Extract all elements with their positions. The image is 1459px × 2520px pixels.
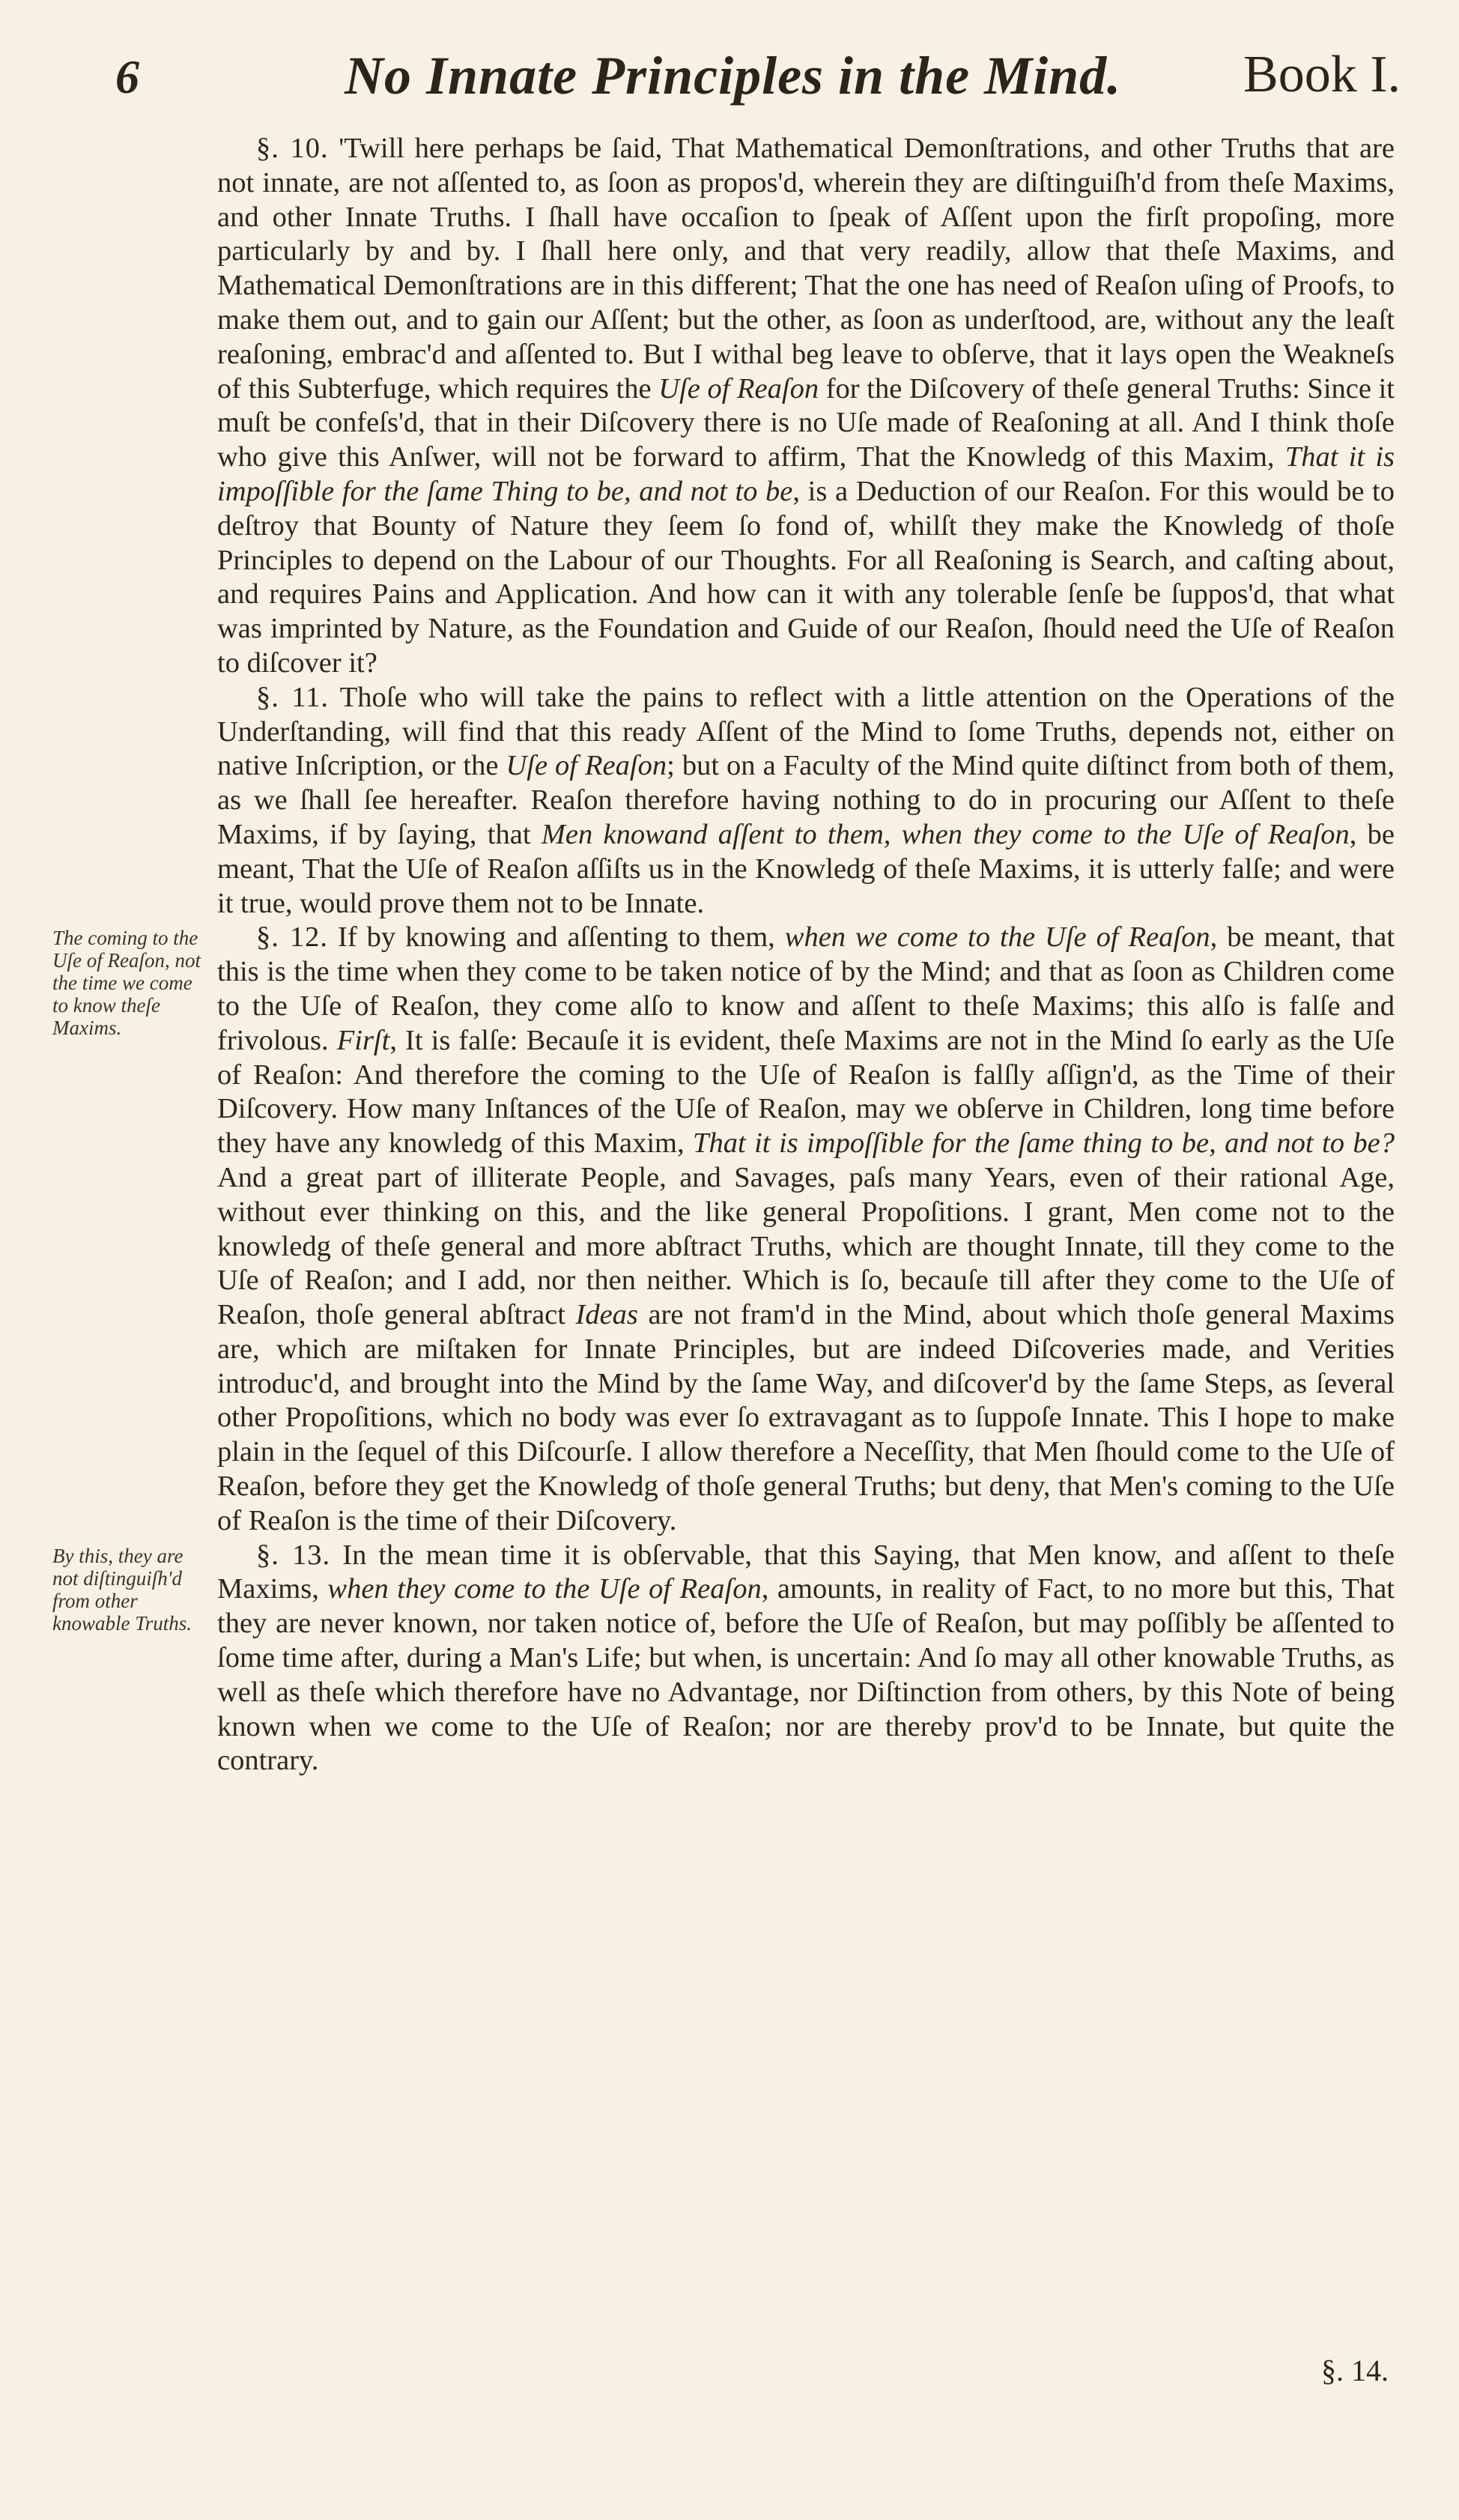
text-segment: for the Diſcovery of theſe general Truths: Since it muſt be confeſs'd, that in their Diſcovery there is no Uſe made of Reaſoning at all. And I think thoſe who give this Anſwer, will not be forward to affirm, That the Knowledg of this Maxim, (217, 372, 1395, 473)
book-label: Book I. (1243, 46, 1401, 103)
running-title: No Innate Principles in the Mind. (345, 46, 1122, 106)
text-segment: are not fram'd in the Mind, about which thoſe general Maxims are, which are miſtaken for Innate Principles, but are indeed Diſcoveries made, and Verities introduc'd, and brought into the Mind by the ſame Way, and diſcover'd by the ſame Steps, as ſeveral other Propoſitions, which no body was ever ſo extravagant as to ſuppoſe Innate. This I hope to make plain in the ſequel of this Diſcourſe. I allow therefore a Neceſſity, that Men ſhould come to the Uſe of Reaſon, before they get the Knowledg of thoſe general Truths; but deny, that Men's coming to the Uſe of Reaſon is the time of their Diſcovery. (217, 1299, 1395, 1536)
text-segment: , is a Deduction of our Reaſon. For this would be to deſtroy that Bounty of Nature they ſeem ſo fond of, whilſt they make the Knowledg of thoſe Principles to depend on the Labour of our Thoughts. For all Reaſoning is Search, and caſting about, and requires Pains and Application. And how can it with any tolerable ſenſe be ſuppos'd, that what was imprinted by Nature, as the Foundation and Guide of our Reaſon, ſhould need the Uſe of Reaſon to diſcover it? (217, 475, 1395, 679)
text-segment: And a great part of illiterate People, and Savages, paſs many Years, even of their rational Age, without ever thinking on this, and the like general Propoſitions. I grant, Men come not to the knowledg of theſe general and more abſtract Truths, which are thought Innate, till they come to the Uſe of Reaſon; and I add, nor then neither. Which is ſo, becauſe till after they come to the Uſe of Reaſon, thoſe general abſtract (217, 1161, 1395, 1331)
paragraph-section-12 (217, 921, 1395, 1538)
text-segment: , It is falſe: Becauſe it is evident, theſe Maxims are not in the Mind ſo early as the Uſe of Reaſon: And therefore the coming to the Uſe of Reaſon is falſly aſſign'd, as the Time of their Diſcovery. How many Inſtances of the Uſe of Reaſon, may we obſerve in Children, long time before they have any knowledg of this Maxim, (217, 1024, 1395, 1160)
margin-note-reason: The coming to the Uſe of Reaſon, not the time we come to know theſe Maxims. (52, 927, 201, 1039)
paragraph-section-13 (217, 1539, 1395, 1779)
section-marker: §. 11. (256, 681, 330, 713)
paragraph-section-11 (217, 681, 1395, 921)
page-number: 6 (115, 50, 139, 103)
italic-segment: Firſt (336, 1024, 390, 1056)
text-segment: If by knowing and aſſenting to them, (328, 921, 785, 954)
text-segment: ; but on a Faculty of the Mind quite diſtinct from both of them, as we ſhall ſee hereafter. Reaſon therefore having nothing to do in procuring our Aſſent to theſe Maxims, if by ſaying, that (217, 750, 1395, 850)
text-segment: In the mean time it is obſervable, that this Saying, that Men know, and aſſent to theſe Maxims, (217, 1539, 1395, 1605)
text-segment: 'Twill here perhaps be ſaid, That Mathematical Demonſtrations, and other Truths that are not innate, are not aſſented to, as ſoon as propos'd, wherein they are diſtinguiſh'd from theſe Maxims, and other Innate Truths. I ſhall have occaſion to ſpeak of Aſſent upon the firſt propoſing, more particularly by and by. I ſhall here only, and that very readily, allow that theſe Maxims, and Mathematical Demonſtrations are in this different; That the one has need of Reaſon uſing of Proofs, to make them out, and to gain our Aſſent; but the other, as ſoon as underſtood, are, without any the leaſt reaſoning, embrac'd and aſſented to. But I withal beg leave to obſerve, that it lays open the Weakneſs of this Subterfuge, which requires the (217, 133, 1395, 405)
text-segment: , amounts, in reality of Fact, to no more but this, That they are never known, nor taken notice of, before the Uſe of Reaſon, but may poſſibly be aſſented to ſome time after, during a Man's Life; but when, is uncertain: And ſo may all other knowable Truths, as well as theſe which therefore have no Advantage, nor Diſtinction from others, by this Note of being known when we come to the Uſe of Reaſon; nor are thereby prov'd to be Innate, but quite the contrary. (217, 1573, 1395, 1777)
page-header (112, 39, 1401, 106)
text-segment: Thoſe who will take the pains to reflect with a little attention on the Operations of the Underſtanding, will find that this ready Aſſent of the Mind to ſome Truths, depends not, either on native Inſcription, or the (217, 681, 1395, 782)
margin-note-knowable: By this, they are not diſtinguiſh'd from other knowable Truths. (52, 1545, 192, 1635)
paragraph-section-10 (217, 132, 1395, 681)
section-marker: §. 12. (256, 921, 329, 954)
section-marker: §. 13. (256, 1539, 331, 1571)
italic-segment: when we come to the Uſe of Reaſon (784, 921, 1210, 954)
catchword: §. 14. (1321, 2354, 1389, 2387)
italic-segment: That it is impoſſible for the ſame thing to be, and not to be? (693, 1127, 1395, 1160)
text-segment: , be meant, That the Uſe of Reaſon aſſiſts us in the Knowledg of theſe Maxims, it is utterly falſe; and were it true, would prove them not to be Innate. (217, 818, 1395, 919)
italic-segment: Uſe of Reaſon (506, 750, 667, 782)
text-segment: , be meant, that this is the time when they come to be taken notice of by the Mind; and that as ſoon as Children come to the Uſe of Reaſon, they come alſo to know and aſſent to theſe Maxims; this alſo is falſe and frivolous. (217, 921, 1395, 1056)
section-marker: §. 10. (256, 133, 329, 164)
italic-segment: That it is impoſſible for the ſame Thing to be, and not to be (217, 441, 1395, 507)
italic-segment: Uſe of Reaſon (658, 372, 819, 405)
italic-segment: Men knowand aſſent to them, when they come to the Uſe of Reaſon (541, 818, 1350, 850)
italic-segment: when they come to the Uſe of Reaſon (327, 1573, 762, 1605)
italic-segment: Ideas (575, 1299, 638, 1331)
body-text (217, 132, 1395, 1778)
